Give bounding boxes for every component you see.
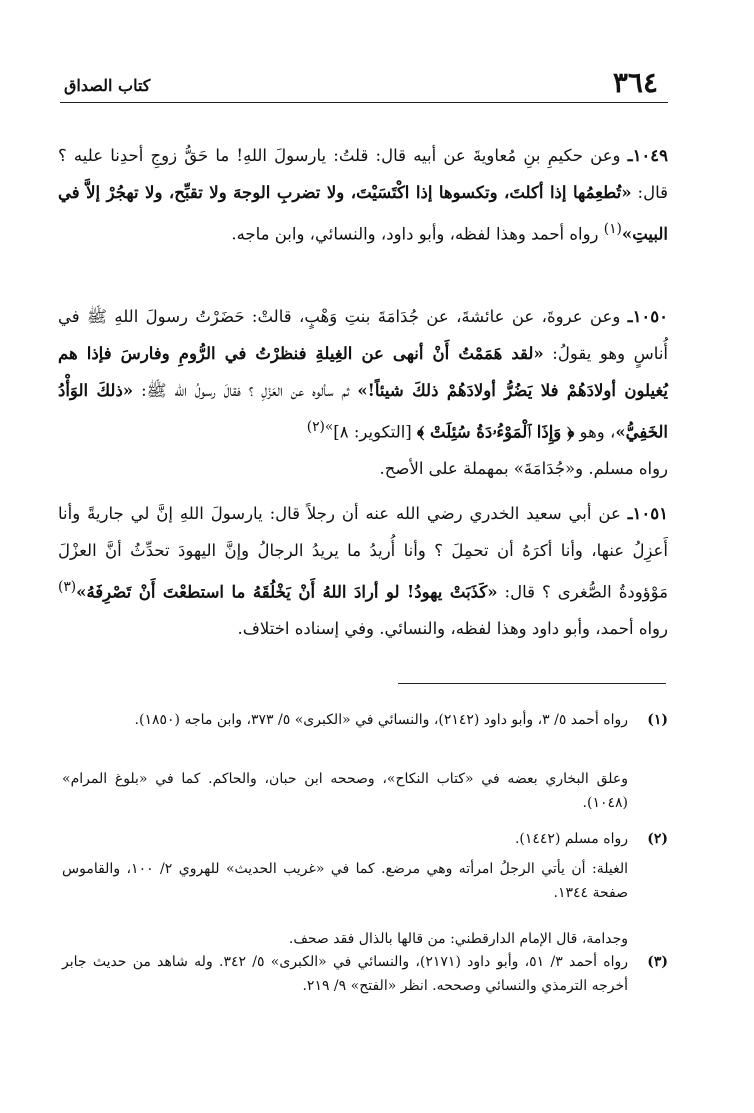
hadith-1049 <box>58 137 668 253</box>
footnote-number: (٢) <box>647 831 668 847</box>
footnote-ref: (١) <box>603 220 622 237</box>
page-number: ٣٦٤ <box>612 66 658 99</box>
verse-ref: [التكوير: ٨] <box>333 422 412 441</box>
footnote-text: رواه مسلم (١٤٤٢). <box>514 831 628 847</box>
book-title: كتاب الصداق <box>64 76 151 95</box>
footnote-2 <box>62 827 668 851</box>
hadith-quote: «كَذَبَتْ يهودُ! لو أرادَ اللهُ أَنْ يَخْلُقَهُ ما استطعْتَ أَنْ تَصْرِفَهُ» <box>76 582 498 601</box>
hadith-mid: ثم سألوه عن العَزْلِ ؟ فقالَ رسولُ الله ﷺ: <box>141 380 350 400</box>
footnote-2-note-2: وجدامة، قال الإمام الدارقطني: من قالها بالذال فقد صحف. <box>288 931 628 947</box>
hadith-intro: وعن عروةَ، عن عائشةَ، عن جُدَامَةَ بنتِ وَهْبٍ، قالتْ: حَضَرْتُ رسولَ اللهِ ﷺ في أُناسٍ وهو يقولُ: <box>58 306 668 363</box>
hadith-quote: «تُطعِمُها إذا أكلتَ، وتكسوها إذا اكْتَسَيْتَ، ولا تضربِ الوجهَ ولا تقبِّح، ولا تهجُرْ إلاَّ في البيتِ» <box>58 182 668 243</box>
hadith-number: ١٠٤٩ـ <box>627 145 669 165</box>
page-header <box>60 66 668 103</box>
hadith-outro: رواه أحمد، وأبو داود وهذا لفظه، والنسائي. وفي إسناده اختلاف. <box>237 619 668 638</box>
hadith-1051 <box>58 495 668 648</box>
footnote-3 <box>62 950 668 998</box>
hadith-intro: عن أبي سعيد الخدري رضي الله عنه أن رجلاً قال: يارسولَ اللهِ إنَّ لي جاريةً وأنا أَعزِلُ عنها، وأنا أكرَهُ أن تحمِلَ ؟ وأنا أُريدُ ما يريدُ الرجالُ وإنَّ اليهودَ تحدِّثُ أنَّ العزْلَ مَوْؤودةُ الصُّغرى ؟ قال: <box>58 503 669 601</box>
hadith-number: ١٠٥٠ـ <box>627 306 669 326</box>
quran-verse: ﴿ وَإِذَا ٱلْمَوْءُۥدَةُ سُئِلَتْ ﴾ <box>417 422 575 441</box>
footnote-1-note: وعلق البخاري بعضه في «كتاب النكاح»، وصححه ابن حبان، والحاكم. كما في «بلوغ المرام» (١٠٤٨). <box>62 771 628 811</box>
footnote-ref: »(٢) <box>306 418 334 435</box>
verse-intro: ، وهو <box>579 422 616 441</box>
hadith-quote: «ذلكَ الوَأْدُ الخَفِيُّ» <box>58 380 668 441</box>
hadith-1050 <box>58 298 668 488</box>
footnote-2-note: الغيلة: أن يأتي الرجلُ امرأته وهي مرضع. كما في «غريب الحديث» للهروي ٢/ ١٠٠، والقاموس صفحة ١٣٤٤. <box>62 861 628 901</box>
footnote-number: (٣) <box>647 954 668 970</box>
footnote-ref: (٣) <box>58 578 77 595</box>
footnote-text: رواه أحمد ٣/ ٥١، وأبو داود (٢١٧١)، والنسائي في «الكبرى» ٥/ ٣٤٢. وله شاهد من حديث جابر أخرجه الترمذي والنسائي وصححه. انظر «الفتح» ٩/ ٢١٩. <box>62 954 628 994</box>
hadith-outro: رواه أحمد وهذا لفظه، وأبو داود، والنسائي، وابن ماجه. <box>231 224 599 243</box>
hadith-number: ١٠٥١ـ <box>627 503 668 523</box>
hadith-intro: وعن حكيمِ بنِ مُعاويةَ عن أبيه قال: قلتُ: يارسولَ اللهِ! ما حَقُّ زوجِ أحدِنا عليه ؟ قال: <box>58 145 668 202</box>
footnote-number: (١) <box>647 712 668 728</box>
hadith-outro: رواه مسلم. و«جُدَامَةَ» بمهملة على الأصح. <box>379 459 668 478</box>
footnote-text: رواه أحمد ٥/ ٣، وأبو داود (٢١٤٢)، والنسائي في «الكبرى» ٥/ ٣٧٣، وابن ماجه (١٨٥٠). <box>134 712 628 728</box>
footnote-1 <box>62 708 668 732</box>
hadith-quote: «لقد هَمَمْتُ أَنْ أنهى عن الغِيلةِ فنظرْتُ في الرُّومِ وفارسَ فإذا هم يُغيلون أولادَهُمْ فلا يَضُرُّ أولادَهُمْ ذلكَ شيئاً!» <box>58 343 668 400</box>
footnote-divider <box>398 683 666 684</box>
